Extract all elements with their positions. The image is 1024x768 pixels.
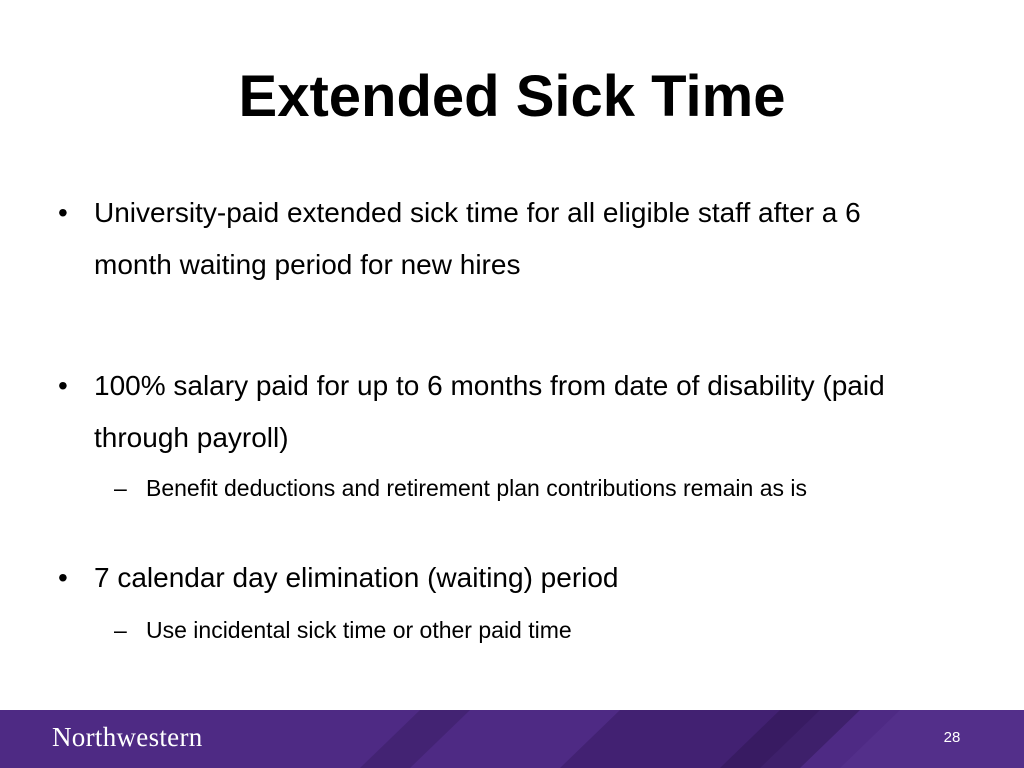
footer-stripe (360, 710, 470, 768)
slide-title: Extended Sick Time (238, 64, 786, 129)
sub-bullet-text: Use incidental sick time or other paid time (146, 617, 572, 643)
sub-bullet-text: Benefit deductions and retirement plan contributions remain as is (146, 475, 807, 501)
sub-bullet-item (114, 613, 994, 647)
sub-bullet-marker: – (114, 475, 127, 501)
footer-bar (0, 710, 1024, 768)
page-number: 28 (943, 729, 961, 746)
sub-bullet-item (114, 471, 994, 505)
bullet-marker: • (58, 370, 68, 401)
bullet-marker: • (58, 197, 68, 228)
bullet-text: 7 calendar day elimination (waiting) period (94, 562, 619, 593)
bullet-marker: • (58, 562, 68, 593)
northwestern-logo: Northwestern (52, 722, 203, 752)
bullet-text: 100% salary paid for up to 6 months from date of disability (paid through payroll) (94, 370, 885, 453)
sub-bullet-marker: – (114, 617, 127, 643)
bullet-item (58, 552, 918, 604)
bullet-item (58, 360, 918, 464)
bullet-text: University-paid extended sick time for all eligible staff after a 6 month waiting period for new hires (94, 197, 861, 280)
bullet-item (58, 187, 918, 291)
